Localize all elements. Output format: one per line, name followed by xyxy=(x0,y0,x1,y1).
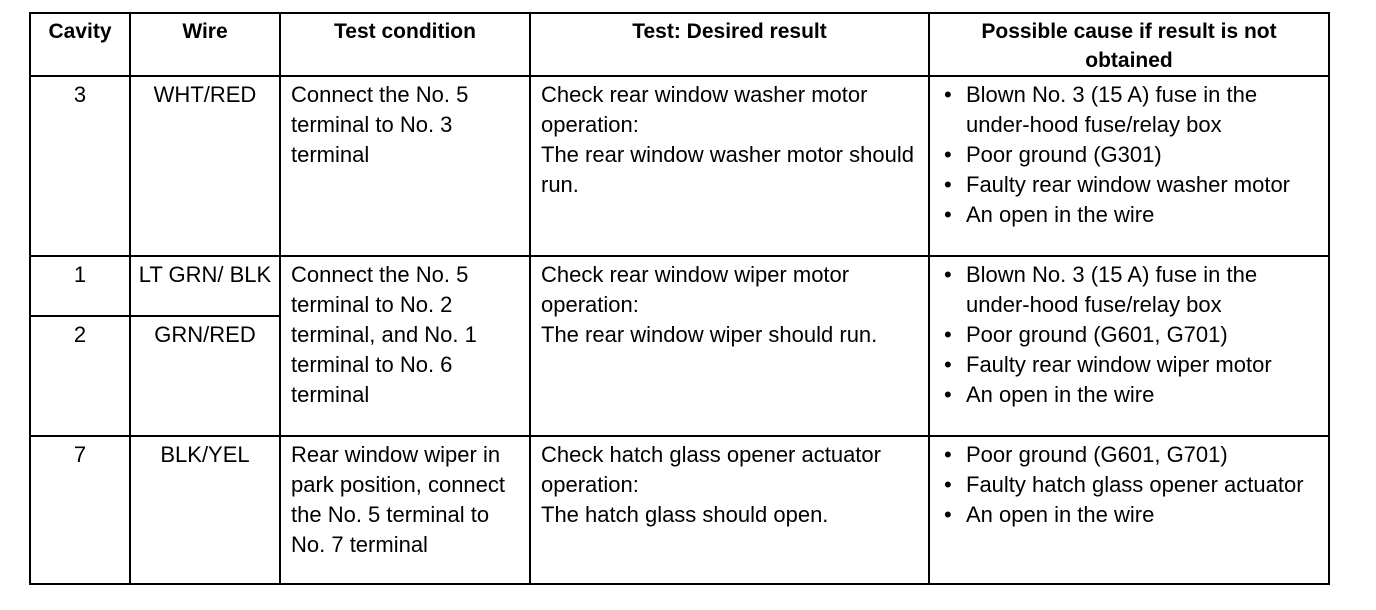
wire-cell: LT GRN/ BLK xyxy=(130,256,280,316)
cavity-cell: 7 xyxy=(30,436,130,584)
header-row xyxy=(30,13,1329,76)
cause-item: • Blown No. 3 (15 A) fuse in the under-hood fuse/relay box xyxy=(944,260,1322,320)
possible-cause-cell xyxy=(929,76,1329,256)
cavity-cell: 2 xyxy=(30,316,130,436)
desired-result-heading: Check hatch glass opener actuator operation: xyxy=(541,442,881,497)
desired-result-cell xyxy=(530,256,929,436)
header-cavity: Cavity xyxy=(30,13,130,76)
desired-result-text: The rear window wiper should run. xyxy=(541,322,878,347)
test-condition-cell: Rear window wiper in park position, connect the No. 5 terminal to No. 7 terminal xyxy=(280,436,530,584)
cause-item: • Poor ground (G601, G701) xyxy=(944,440,1322,470)
header-wire: Wire xyxy=(130,13,280,76)
cause-item: • An open in the wire xyxy=(944,380,1322,410)
cause-item: • An open in the wire xyxy=(944,200,1322,230)
header-test-condition: Test condition xyxy=(280,13,530,76)
cause-item: • Faulty hatch glass opener actuator xyxy=(944,470,1322,500)
wire-cell: GRN/RED xyxy=(130,316,280,436)
possible-cause-cell xyxy=(929,256,1329,436)
cause-item: • Faulty rear window wiper motor xyxy=(944,350,1322,380)
cause-item: • Poor ground (G601, G701) xyxy=(944,320,1322,350)
cause-item: • An open in the wire xyxy=(944,500,1322,530)
cavity-cell: 1 xyxy=(30,256,130,316)
wire-cell: BLK/YEL xyxy=(130,436,280,584)
cause-item: • Poor ground (G301) xyxy=(944,140,1322,170)
desired-result-text: The rear window washer motor should run. xyxy=(541,142,914,197)
cause-list xyxy=(930,257,1328,410)
desired-result-cell xyxy=(530,436,929,584)
troubleshooting-table xyxy=(29,12,1330,585)
cause-list xyxy=(930,437,1328,530)
cavity-cell: 3 xyxy=(30,76,130,256)
table-row xyxy=(30,76,1329,256)
possible-cause-cell xyxy=(929,436,1329,584)
desired-result-heading: Check rear window wiper motor operation: xyxy=(541,262,850,317)
test-condition-cell: Connect the No. 5 terminal to No. 3 terminal xyxy=(280,76,530,256)
table-row xyxy=(30,256,1329,316)
table-row xyxy=(30,436,1329,584)
cause-item: • Blown No. 3 (15 A) fuse in the under-hood fuse/relay box xyxy=(944,80,1322,140)
cause-list xyxy=(930,77,1328,230)
desired-result-cell xyxy=(530,76,929,256)
wire-cell: WHT/RED xyxy=(130,76,280,256)
desired-result-heading: Check rear window washer motor operation: xyxy=(541,82,868,137)
header-possible-cause: Possible cause if result is not obtained xyxy=(929,13,1329,76)
desired-result-text: The hatch glass should open. xyxy=(541,502,829,527)
cause-item: • Faulty rear window washer motor xyxy=(944,170,1322,200)
test-condition-cell: Connect the No. 5 terminal to No. 2 terminal, and No. 1 terminal to No. 6 terminal xyxy=(280,256,530,436)
troubleshooting-table-container xyxy=(29,12,1328,582)
header-desired-result: Test: Desired result xyxy=(530,13,929,76)
